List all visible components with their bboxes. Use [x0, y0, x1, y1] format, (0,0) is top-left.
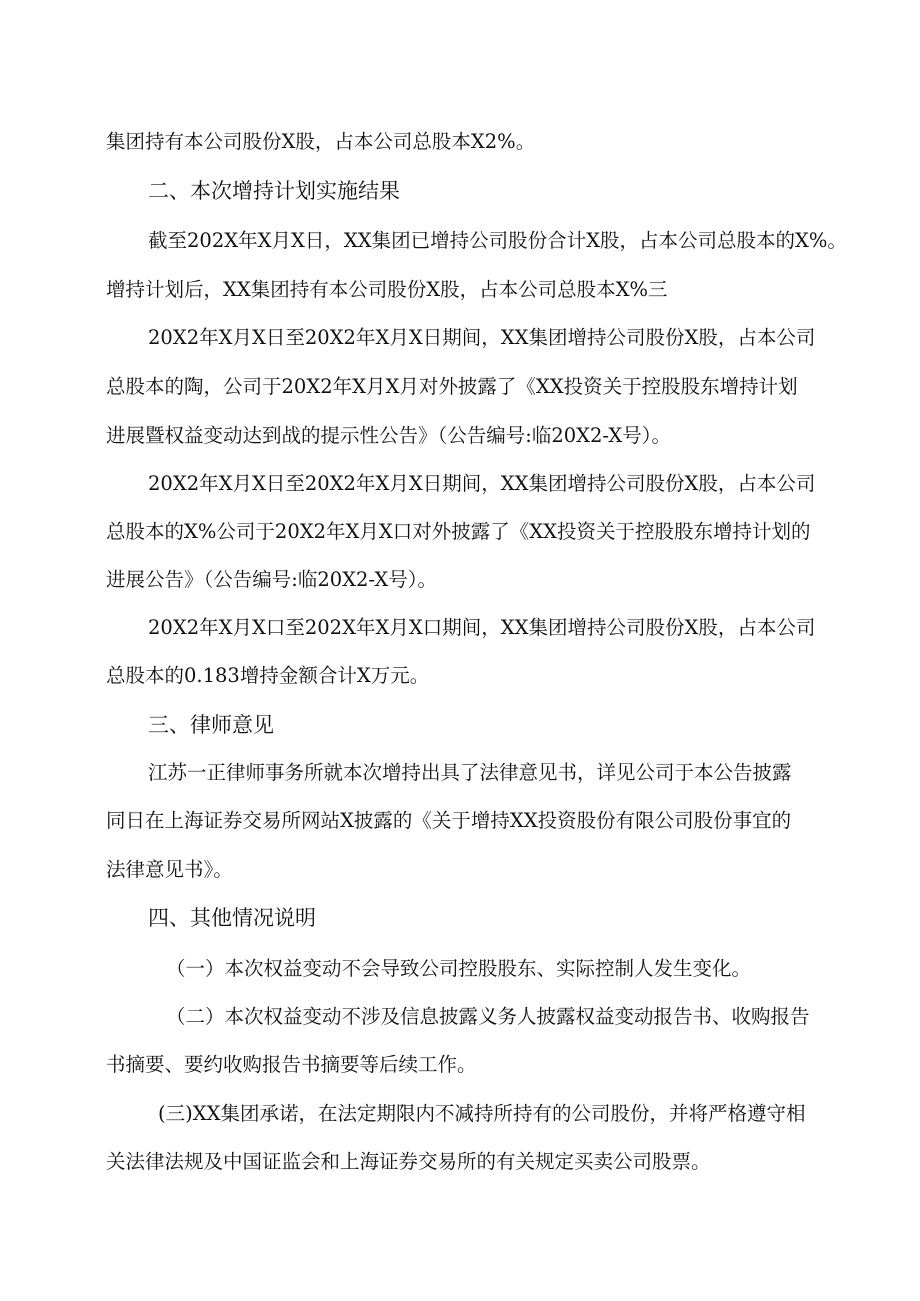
- section-2-para-4-line-2: 总股本的0.183增持金额合计X万元。: [106, 664, 430, 687]
- section-2-para-3-line-3: 进展公告》（公告编号:临20X2-X号）。: [106, 568, 437, 591]
- section-2-para-2-line-1: 20X2年X月X日至20X2年X月X日期间，XX集团增持公司股份X股，占本公司: [148, 326, 816, 349]
- section-4-item-2-line-1: （二）本次权益变动不涉及信息披露义务人披露权益变动报告书、收购报告: [166, 1005, 810, 1028]
- section-2-heading: 二、本次增持计划实施结果: [148, 179, 400, 203]
- section-4-item-2-line-2: 书摘要、要约收购报告书摘要等后续工作。: [106, 1053, 477, 1076]
- section-2-para-4-line-1: 20X2年X月X口至202X年X月X口期间，XX集团增持公司股份X股，占本公司: [148, 616, 816, 639]
- section-2-para-1-line-1: 截至202X年X月X日，XX集团已增持公司股份合计X股，占本公司总股本的X%。: [148, 229, 847, 252]
- section-4-item-3-line-2: 关法律法规及中国证监会和上海证券交易所的有关规定买卖公司股票。: [106, 1150, 711, 1173]
- section-3-heading: 三、律师意见: [148, 713, 274, 737]
- section-4-item-1-line-1: （一）本次权益变动不会导致公司控股股东、实际控制人发生变化。: [166, 957, 752, 980]
- section-2-para-2-line-3: 进展暨权益变动达到战的提示性公告》（公告编号:临20X2-X号）。: [106, 424, 671, 447]
- section-2-para-2-line-2: 总股本的陶，公司于20X2年X月X月对外披露了《XX投资关于控股股东增持计划: [106, 375, 798, 398]
- section-2-para-3-line-1: 20X2年X月X日至20X2年X月X日期间，XX集团增持公司股份X股，占本公司: [148, 472, 816, 495]
- section-3-para-1-line-1: 江苏一正律师事务所就本次增持出具了法律意见书，详见公司于本公告披露: [148, 761, 792, 784]
- section-4-heading: 四、其他情况说明: [148, 906, 316, 930]
- section-2-para-1-line-2: 增持计划后，XX集团持有本公司股份X股，占本公司总股本X%三: [106, 278, 668, 301]
- section-4-item-3-line-1: (三)XX集团承诺，在法定期限内不减持所持有的公司股份，并将严格遵守相: [158, 1102, 806, 1125]
- intro-line-1: 集团持有本公司股份X股，占本公司总股本X2%。: [106, 130, 536, 153]
- section-2-para-3-line-2: 总股本的X%公司于20X2年X月X口对外披露了《XX投资关于控股股东增持计划的: [106, 520, 811, 543]
- section-3-para-1-line-2: 同日在上海证券交易所网站X披露的《关于增持XX投资股份有限公司股份事宜的: [106, 809, 792, 832]
- section-3-para-1-line-3: 法律意见书》。: [106, 858, 233, 881]
